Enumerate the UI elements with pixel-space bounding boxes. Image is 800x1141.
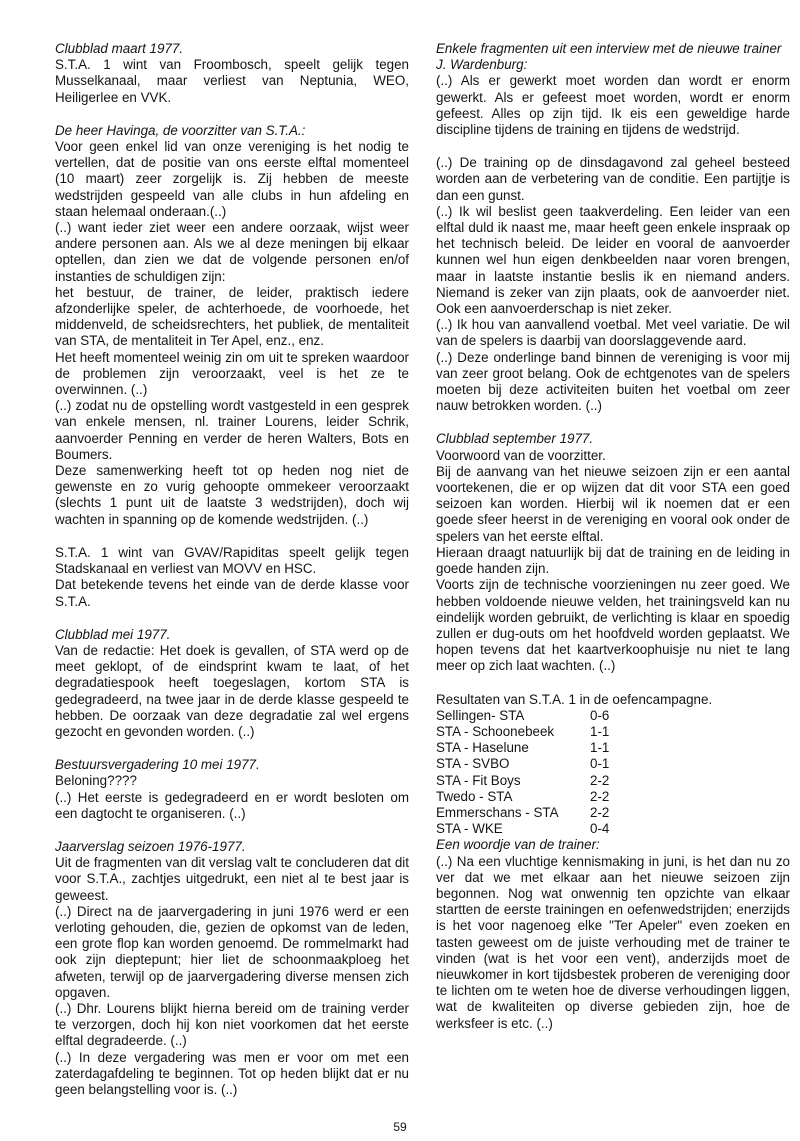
result-row	[436, 773, 790, 789]
paragraph: (..) Als er gewerkt moet worden dan wordt er enorm gewerkt. Als er gefeest moet worden, wordt er enorm gefeest. Alles op zijn tijd. Ik eis een geweldige harde discipline tijdens de training en tijdens de wedstrijd.	[436, 73, 790, 138]
paragraph: S.T.A. 1 wint van Froombosch, speelt gelijk tegen Musselkanaal, maar verliest van Neptunia, WEO, Heiligerlee en VVK.	[55, 57, 409, 105]
result-score: 2-2	[590, 804, 610, 820]
left-column	[55, 41, 409, 1115]
result-row	[436, 756, 790, 772]
article-section	[55, 839, 409, 1098]
result-match: STA - Haselune	[436, 740, 529, 756]
result-row	[436, 708, 790, 724]
result-match: Emmerschans - STA	[436, 804, 559, 820]
result-row	[436, 740, 790, 756]
paragraph: (..) De training op de dinsdagavond zal geheel besteed worden aan de verbetering van de conditie. Een partijtje is dan een gunst.	[436, 155, 790, 203]
section-heading: Clubblad maart 1977.	[55, 41, 184, 56]
right-column	[436, 41, 790, 1049]
paragraph: Voor geen enkel lid van onze vereniging is het nodig te vertellen, dat de positie van ons eerste elftal momenteel (10 maart) zeer zorgelijk is. Zij hebben de meeste wedstrijden gespeeld van alle clubs in hun afdeling en staan helemaal onderaan.(..)	[55, 139, 409, 219]
article-section	[436, 431, 790, 674]
paragraph: Hieraan draagt natuurlijk bij dat de training en de leiding in goede handen zijn.	[436, 544, 790, 577]
result-match: STA - SVBO	[436, 756, 510, 772]
paragraph: (..) Direct na de jaarvergadering in juni 1976 werd er een verloting gehouden, die, gezien de opkomst van de leden, een grote flop kan worden genoemd. De rommelmarkt had ook zijn dieptepunt; hier liet de schoonmaakploeg het afweten, terwijl op de jaarvergadering diverse mensen zich opgaven.	[55, 903, 409, 1000]
section-heading: Enkele fragmenten uit een interview met de nieuwe trainer J. Wardenburg:	[436, 41, 782, 73]
article-section	[55, 123, 409, 528]
article-section	[436, 837, 790, 1031]
section-heading: Jaarverslag seizoen 1976-1977.	[55, 838, 246, 854]
paragraph: Het heeft momenteel weinig zin om uit te spreken waardoor de problemen zijn veroorzaakt, veel is het ze te overwinnen. (..)	[55, 349, 409, 398]
article-section	[55, 627, 409, 740]
section-heading: Bestuursvergadering 10 mei 1977.	[55, 757, 260, 773]
results-table	[436, 692, 790, 838]
result-match: STA - WKE	[436, 821, 503, 837]
results-title: Resultaten van S.T.A. 1 in de oefencampagne.	[436, 691, 713, 707]
result-match: Sellingen- STA	[436, 707, 525, 723]
result-row	[436, 724, 790, 740]
result-score: 2-2	[590, 772, 610, 788]
paragraph: (..) Deze onderlinge band binnen de vereniging is voor mij van zeer groot belang. Ook de echtgenotes van de spelers moeten bij deze activiteiten buiten het voetbal om zeer nauw betrokken worden. (..)	[436, 349, 790, 414]
paragraph: Beloning????	[55, 773, 137, 789]
paragraph: Voorts zijn de technische voorzieningen nu zeer goed. We hebben voldoende nieuwe velden, het trainingsveld kan nu eindelijk worden gebruikt, de verlichting is klaar en spoedig zullen er dug-outs om het hoofdveld worden geplaatst. We hopen tevens dat het kaartverkoophuisje nu niet te lang meer op zich laat wachten. (..)	[436, 577, 790, 674]
article-section	[55, 757, 409, 822]
section-heading: De heer Havinga, de voorzitter van S.T.A.:	[55, 122, 306, 138]
result-score: 1-1	[590, 740, 610, 756]
paragraph: Voorwoord van de voorzitter.	[436, 447, 606, 463]
paragraph: (..) Ik hou van aanvallend voetbal. Met veel variatie. De wil van de spelers is daarbij van doorslaggevende aard.	[436, 317, 790, 349]
result-row	[436, 805, 790, 821]
result-score: 0-6	[590, 707, 610, 723]
result-match: Twedo - STA	[436, 788, 513, 804]
paragraph: (..) zodat nu de opstelling wordt vastgesteld in een gesprek van enkele mensen, nl. trainer Lourens, leider Schrik, aanvoerder Penning en verder de heren Walters, Bots en Boumers.	[55, 398, 409, 462]
paragraph: Dat betekende tevens het einde van de derde klasse voor S.T.A.	[55, 577, 409, 609]
section-heading: Clubblad mei 1977.	[55, 626, 171, 642]
paragraph: (..) want ieder ziet weer een andere oorzaak, wijst weer andere personen aan. Als we al deze meningen bij elkaar optellen, dan zien we dat de volgende personen en/of instanties de schuldigen zijn:	[55, 220, 409, 284]
paragraph: Bij de aanvang van het nieuwe seizoen zijn er een aantal voortekenen, die er op wijzen dat dit voor STA een goed seizoen kan worden. Hierbij wil ik noemen dat er een goede sfeer heerst in de vereniging en vooral ook onder de spelers van het eerste elftal.	[436, 463, 790, 544]
paragraph: Deze samenwerking heeft tot op heden nog niet de gewenste en zo vurig gehoopte ommekeer veroorzaakt (slechts 1 punt uit de laatste 3 wedstrijden), doch wij wachten in spanning op de komende wedstrijden. (..)	[55, 463, 409, 527]
paragraph: (..) Na een vluchtige kennismaking in juni, is het dan nu zo ver dat we met elkaar aan het nieuwe seizoen zijn begonnen. Nog wat onwennig ten opzichte van elkaar startten de eerste trainingen en oefenwedstrijden; enerzijds is het voor nagenoeg elke "Ter Apeler" even zoeken en tasten geweest om de juiste verhouding met de trainer te vinden (wat is het voor een vent), anderzijds moet de nieuwkomer in kort tijdsbestek proberen de vereniging door te lichten om te weten hoe de diverse verhoudingen liggen, wat de kwaliteiten op diverse gebieden zijn, hoe de werksfeer is etc. (..)	[436, 853, 790, 1031]
result-score: 1-1	[590, 723, 610, 739]
section-heading: Clubblad september 1977.	[436, 431, 594, 447]
result-match: STA - Fit Boys	[436, 772, 521, 788]
result-score: 0-1	[590, 756, 610, 772]
paragraph: (..) Ik wil beslist geen taakverdeling. Een leider van een elftal duld ik naast me, maar heeft geen enkele inspraak op het technisch beleid. De leider en vooral de aanvoerder kunnen wel hun eigen denkbeelden naar voren brengen, maar in laatste instantie beslis ik en niemand anders. Niemand is zeker van zijn plaats, ook de aanvoerder niet. Ook een aanvoerderschap is niet zeker.	[436, 203, 790, 317]
result-match: STA - Schoonebeek	[436, 723, 555, 739]
article-section	[55, 545, 409, 610]
result-score: 2-2	[590, 788, 610, 804]
article-section	[436, 155, 790, 414]
paragraph: (..) In deze vergadering was men er voor om met een zaterdagafdeling te beginnen. Tot op heden blijkt dat er nu geen belangstelling voor is. (..)	[55, 1049, 409, 1097]
result-row	[436, 789, 790, 805]
paragraph: het bestuur, de trainer, de leider, praktisch iedere afzonderlijke speler, de achterhoede, de voorhoede, het middenveld, de scheidsrechters, het publiek, de mentaliteit van STA, de mentaliteit in Ter Apel, enz., enz.	[55, 284, 409, 349]
result-row	[436, 821, 790, 837]
article-section	[55, 41, 409, 106]
section-heading: Een woordje van de trainer:	[436, 837, 600, 853]
article-section	[436, 41, 790, 138]
result-score: 0-4	[590, 821, 610, 837]
paragraph: (..) Dhr. Lourens blijkt hierna bereid om de training verder te verzorgen, doch hij kon niet voorkomen dat het eerste elftal degradeerde. (..)	[55, 1000, 409, 1049]
paragraph: S.T.A. 1 wint van GVAV/Rapiditas speelt gelijk tegen Stadskanaal en verliest van MOVV en HSC.	[55, 544, 409, 577]
paragraph: Van de redactie: Het doek is gevallen, of STA werd op de meet geklopt, of de eindsprint kwam te laat, of het degradatiespook heeft toegeslagen, kortom STA is gedegradeerd, na twee jaar in de derde klasse gespeeld te hebben. De oorzaak van deze degradatie zal wel ergens gezocht en gevonden worden. (..)	[55, 642, 409, 739]
paragraph: Uit de fragmenten van dit verslag valt te concluderen dat dit voor S.T.A., zachtjes uitgedrukt, een niet al te best jaar is geweest.	[55, 855, 409, 903]
paragraph: (..) Het eerste is gedegradeerd en er wordt besloten om een dagtocht te organiseren. (..)	[55, 789, 409, 821]
page-number: 59	[393, 1120, 407, 1134]
